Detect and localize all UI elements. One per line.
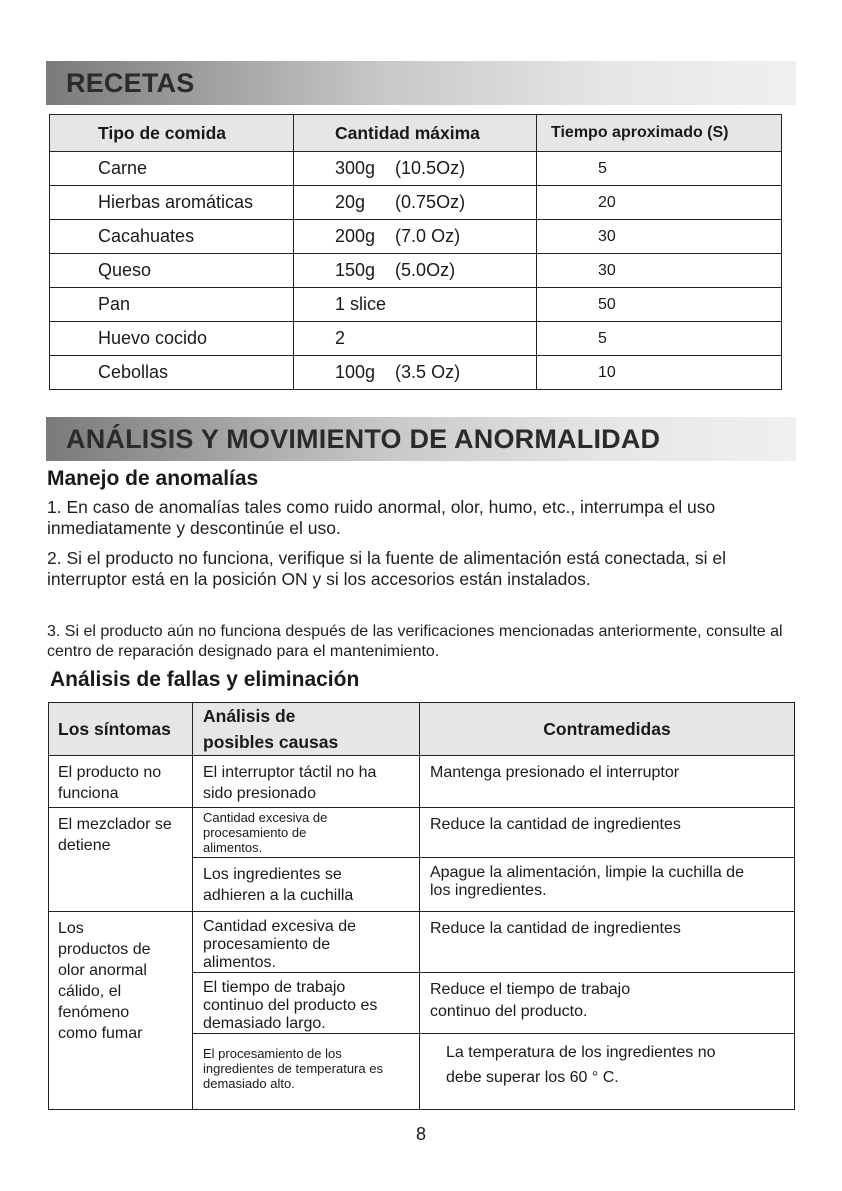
quantity-cell: 1 slice — [294, 288, 537, 322]
time-cell: 30 — [537, 254, 782, 288]
header-causas-text: Análisis de posibles causas — [203, 706, 339, 752]
analisis-banner — [46, 417, 796, 461]
countermeasure-cell: Mantenga presionado el interruptor — [420, 756, 795, 808]
cause-cell — [193, 912, 420, 973]
recipes-header-row — [50, 115, 782, 152]
anomaly-paragraph-1: 1. En caso de anomalías tales como ruido anormal, olor, humo, etc., interrumpa el uso inmediatamente y descontinúe el uso. — [47, 497, 716, 538]
cause-cell — [193, 756, 420, 808]
symptom-text: Los productos de olor anormal cálido, el fenómeno como fumar — [58, 920, 151, 1042]
cause-cell — [193, 973, 420, 1034]
header-tiempo-aproximado: Tiempo aproximado (S) — [537, 115, 782, 152]
cause-text: Cantidad excesiva de procesamiento de alimentos. — [203, 918, 356, 971]
table-row — [50, 322, 782, 356]
food-cell: Hierbas aromáticas — [50, 186, 294, 220]
symptom-cell — [49, 756, 193, 808]
countermeasure-text: Apague la alimentación, limpie la cuchilla de los ingredientes. — [430, 864, 744, 899]
quantity-cell: 2 — [294, 322, 537, 356]
symptom-cell — [49, 912, 193, 1110]
recetas-banner — [46, 61, 796, 105]
countermeasure-text: La temperatura de los ingredientes no debe superar los 60 ° C. — [446, 1044, 716, 1086]
cause-text: El interruptor táctil no ha sido presionado — [203, 764, 377, 802]
quantity-cell: 20g (0.75Oz) — [294, 186, 537, 220]
recipes-table — [49, 114, 782, 390]
countermeasure-cell: Reduce la cantidad de ingredientes — [420, 912, 795, 973]
countermeasure-cell — [420, 973, 795, 1034]
time-cell: 5 — [537, 152, 782, 186]
food-cell: Carne — [50, 152, 294, 186]
time-cell: 50 — [537, 288, 782, 322]
recetas-title: RECETAS — [66, 68, 195, 98]
table-row — [49, 808, 795, 858]
countermeasure-cell — [420, 858, 795, 912]
header-sintomas: Los síntomas — [49, 703, 193, 756]
table-row — [50, 356, 782, 390]
time-cell: 5 — [537, 322, 782, 356]
symptom-cell — [49, 808, 193, 912]
cause-cell — [193, 858, 420, 912]
food-cell: Cebollas — [50, 356, 294, 390]
page-number: 8 — [415, 1124, 426, 1144]
table-row — [50, 254, 782, 288]
table-row — [49, 912, 795, 973]
header-tipo-de-comida: Tipo de comida — [50, 115, 294, 152]
quantity-cell: 100g (3.5 Oz) — [294, 356, 537, 390]
countermeasure-cell: Reduce la cantidad de ingredientes — [420, 808, 795, 858]
manejo-anomalias-heading: Manejo de anomalías — [47, 467, 259, 490]
food-cell: Queso — [50, 254, 294, 288]
faults-header-row — [49, 703, 795, 756]
table-row — [50, 186, 782, 220]
header-cantidad-maxima: Cantidad máxima — [294, 115, 537, 152]
analisis-title: ANÁLISIS Y MOVIMIENTO DE ANORMALIDAD — [66, 424, 661, 454]
faults-table — [48, 702, 795, 1110]
header-contramedidas: Contramedidas — [420, 703, 795, 756]
food-cell: Cacahuates — [50, 220, 294, 254]
cause-cell — [193, 1034, 420, 1110]
food-cell: Huevo cocido — [50, 322, 294, 356]
table-row — [50, 152, 782, 186]
cause-text: El tiempo de trabajo continuo del producto es demasiado largo. — [203, 979, 378, 1032]
anomaly-paragraph-3: 3. Si el producto aún no funciona después de las verificaciones mencionadas anteriormente, consulte al centro de reparación designado para el mantenimiento. — [47, 623, 783, 660]
cause-text: El procesamiento de los ingredientes de temperatura es demasiado alto. — [203, 1046, 383, 1091]
quantity-cell: 150g (5.0Oz) — [294, 254, 537, 288]
cause-text: Los ingredientes se adhieren a la cuchilla — [203, 866, 354, 904]
time-cell: 20 — [537, 186, 782, 220]
food-cell: Pan — [50, 288, 294, 322]
table-row — [50, 288, 782, 322]
analisis-fallas-heading: Análisis de fallas y eliminación — [50, 668, 360, 691]
quantity-cell: 300g (10.5Oz) — [294, 152, 537, 186]
time-cell: 30 — [537, 220, 782, 254]
cause-text: Cantidad excesiva de procesamiento de alimentos. — [203, 810, 328, 855]
time-cell: 10 — [537, 356, 782, 390]
countermeasure-text: Reduce el tiempo de trabajo continuo del producto. — [430, 981, 631, 1020]
symptom-text: El mezclador se detiene — [58, 816, 172, 854]
countermeasure-cell — [420, 1034, 795, 1110]
table-row — [50, 220, 782, 254]
cause-cell — [193, 808, 420, 858]
symptom-text: El producto no funciona — [58, 764, 162, 802]
quantity-cell: 200g (7.0 Oz) — [294, 220, 537, 254]
header-causas — [193, 703, 420, 756]
anomaly-paragraph-2: 2. Si el producto no funciona, verifique si la fuente de alimentación está conectada, si el interruptor está en la posición ON y si los accesorios están instalados. — [47, 548, 727, 589]
table-row — [49, 756, 795, 808]
